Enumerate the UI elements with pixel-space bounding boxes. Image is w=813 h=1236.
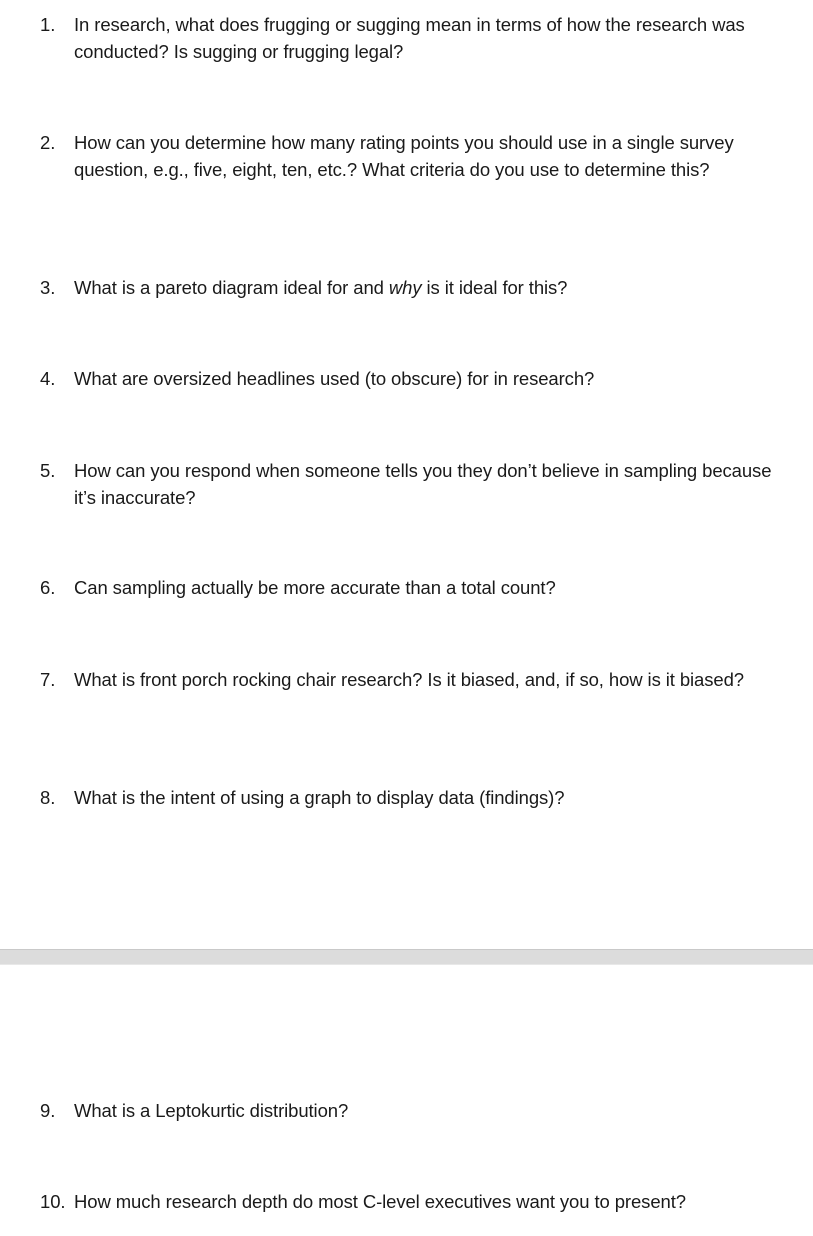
question-number: 3. <box>40 277 56 298</box>
question-text <box>74 275 780 302</box>
question-6 <box>40 575 780 602</box>
question-text: What is a Leptokurtic distribution? <box>74 1100 349 1121</box>
question-8 <box>40 785 780 812</box>
question-7 <box>40 667 780 694</box>
question-2 <box>40 130 780 183</box>
question-text: In research, what does frugging or sugging mean in terms of how the research was conducted? Is sugging or frugging legal? <box>74 14 745 62</box>
question-text: How can you respond when someone tells you they don’t believe in sampling because it’s inaccurate? <box>74 460 772 508</box>
question-number: 7. <box>40 669 56 690</box>
question-text-part: is it ideal for this? <box>421 277 568 298</box>
question-text-emphasis: why <box>388 277 422 298</box>
question-text: What is the intent of using a graph to display data (findings)? <box>74 787 565 808</box>
question-number: 8. <box>40 787 56 808</box>
page-break-divider <box>0 949 813 965</box>
question-number: 5. <box>40 460 56 481</box>
question-3 <box>40 275 780 302</box>
question-number: 9. <box>40 1100 56 1121</box>
question-10 <box>40 1189 780 1216</box>
question-text: Can sampling actually be more accurate than a total count? <box>74 577 556 598</box>
question-1 <box>40 12 780 65</box>
question-5 <box>40 458 780 511</box>
question-text-part: What is a pareto diagram ideal for and <box>74 277 389 298</box>
question-text: What is front porch rocking chair research? Is it biased, and, if so, how is it biased? <box>74 669 744 690</box>
question-number: 10. <box>40 1191 66 1212</box>
question-number: 4. <box>40 368 56 389</box>
question-text: How can you determine how many rating points you should use in a single survey question, e.g., five, eight, ten, etc.? What criteria do you use to determine this? <box>74 132 734 180</box>
question-number: 1. <box>40 14 56 35</box>
question-9 <box>40 1098 780 1125</box>
question-number: 2. <box>40 132 56 153</box>
question-number: 6. <box>40 577 56 598</box>
question-text: What are oversized headlines used (to obscure) for in research? <box>74 368 595 389</box>
question-4 <box>40 366 780 393</box>
question-text: How much research depth do most C-level executives want you to present? <box>74 1191 686 1212</box>
